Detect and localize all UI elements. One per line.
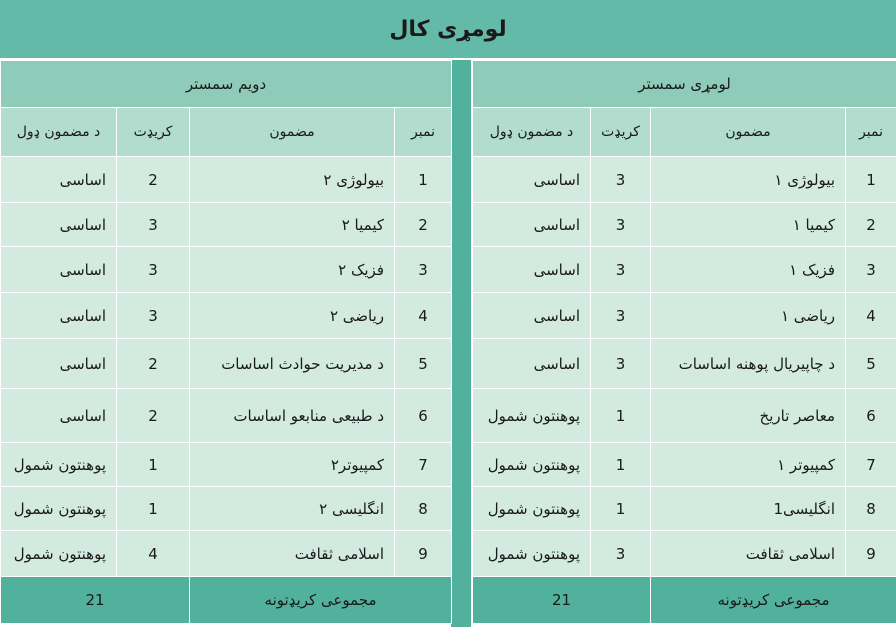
table-row	[1, 531, 452, 577]
course-credit: 3	[591, 339, 651, 389]
course-number: 5	[395, 339, 452, 389]
table-row	[1, 247, 452, 293]
course-credit: 1	[591, 389, 651, 443]
course-number: 3	[846, 247, 896, 293]
course-type: پوهنتون شمول	[473, 531, 591, 577]
course-credit: 3	[591, 157, 651, 203]
course-type: اساسی	[473, 293, 591, 339]
course-credit: 3	[591, 293, 651, 339]
course-subject: اسلامی ثقافت	[651, 531, 846, 577]
course-subject: معاصر تاریخ	[651, 389, 846, 443]
course-number: 1	[395, 157, 452, 203]
course-credit: 4	[117, 531, 190, 577]
semester-1-title: لومړی سمستر	[473, 61, 896, 108]
table-row	[473, 531, 896, 577]
header-credit: کریډت	[591, 108, 651, 157]
course-number: 9	[395, 531, 452, 577]
course-type: اساسی	[1, 203, 117, 247]
course-type: اساسی	[1, 157, 117, 203]
table-row	[1, 389, 452, 443]
table-row	[473, 157, 896, 203]
course-credit: 1	[117, 487, 190, 531]
course-type: اساسی	[1, 293, 117, 339]
header-type: د مضمون ډول	[1, 108, 117, 157]
header-subject: مضمون	[651, 108, 846, 157]
header-type: د مضمون ډول	[473, 108, 591, 157]
course-credit: 3	[117, 247, 190, 293]
header-subject: مضمون	[190, 108, 395, 157]
course-type: اساسی	[473, 339, 591, 389]
course-subject: اسلامی ثقافت	[190, 531, 395, 577]
course-credit: 3	[117, 293, 190, 339]
course-credit: 3	[117, 203, 190, 247]
page-title: لومړی کال	[0, 0, 896, 59]
course-credit: 2	[117, 389, 190, 443]
header-credit: کریډت	[117, 108, 190, 157]
table-row	[1, 157, 452, 203]
course-subject: فزیک ۱	[651, 247, 846, 293]
course-number: 5	[846, 339, 896, 389]
semester-2-table	[0, 60, 452, 624]
course-credit: 2	[117, 339, 190, 389]
course-type: پوهنتون شمول	[1, 487, 117, 531]
course-subject: بیولوژی ۲	[190, 157, 395, 203]
course-type: اساسی	[1, 389, 117, 443]
semester-2-panel	[0, 60, 451, 624]
table-row	[1, 293, 452, 339]
course-subject: کیمیا ۲	[190, 203, 395, 247]
semester-1-total-label: مجموعی کریډتونه	[651, 577, 896, 624]
course-credit: 3	[591, 247, 651, 293]
course-subject: ریاضی ۲	[190, 293, 395, 339]
semester-2-total-label: مجموعی کریډتونه	[190, 577, 452, 624]
table-row	[473, 339, 896, 389]
course-type: پوهنتون شمول	[473, 487, 591, 531]
table-row	[1, 203, 452, 247]
course-type: اساسی	[1, 247, 117, 293]
table-row	[1, 487, 452, 531]
course-number: 1	[846, 157, 896, 203]
course-subject: د مدیریت حوادث اساسات	[190, 339, 395, 389]
course-subject: انگلیسی ۲	[190, 487, 395, 531]
course-type: اساسی	[473, 247, 591, 293]
course-credit: 1	[591, 443, 651, 487]
semester-divider	[451, 60, 471, 627]
course-credit: 3	[591, 203, 651, 247]
table-row	[473, 443, 896, 487]
course-type: پوهنتون شمول	[473, 389, 591, 443]
course-number: 2	[395, 203, 452, 247]
table-row	[473, 203, 896, 247]
course-credit: 1	[591, 487, 651, 531]
semester-1-table	[472, 60, 896, 624]
header-number: نمبر	[846, 108, 896, 157]
semester-2-title: دویم سمستر	[1, 61, 452, 108]
course-type: پوهنتون شمول	[1, 531, 117, 577]
semester-1-total-value: 21	[473, 577, 651, 624]
semester-1-panel	[472, 60, 896, 624]
table-row	[473, 487, 896, 531]
course-subject: کمپیوتر ۱	[651, 443, 846, 487]
table-row	[1, 339, 452, 389]
table-row	[473, 247, 896, 293]
course-credit: 3	[591, 531, 651, 577]
course-number: 9	[846, 531, 896, 577]
course-subject: ریاضی ۱	[651, 293, 846, 339]
course-type: پوهنتون شمول	[473, 443, 591, 487]
header-number: نمبر	[395, 108, 452, 157]
course-number: 6	[846, 389, 896, 443]
course-subject: انگلیسی1	[651, 487, 846, 531]
course-credit: 1	[117, 443, 190, 487]
course-number: 7	[846, 443, 896, 487]
course-type: اساسی	[473, 203, 591, 247]
course-subject: د چاپیریال پوهنه اساسات	[651, 339, 846, 389]
table-row	[1, 443, 452, 487]
course-subject: بیولوژی ۱	[651, 157, 846, 203]
course-credit: 2	[117, 157, 190, 203]
course-number: 8	[846, 487, 896, 531]
course-type: اساسی	[1, 339, 117, 389]
course-number: 4	[395, 293, 452, 339]
table-row	[473, 293, 896, 339]
course-number: 8	[395, 487, 452, 531]
course-subject: کمپیوتر۲	[190, 443, 395, 487]
course-subject: د طبیعی منابعو اساسات	[190, 389, 395, 443]
course-number: 7	[395, 443, 452, 487]
table-row	[473, 389, 896, 443]
course-number: 2	[846, 203, 896, 247]
course-number: 4	[846, 293, 896, 339]
course-subject: کیمیا ۱	[651, 203, 846, 247]
course-type: اساسی	[473, 157, 591, 203]
course-number: 6	[395, 389, 452, 443]
course-type: پوهنتون شمول	[1, 443, 117, 487]
semester-2-total-value: 21	[1, 577, 190, 624]
course-number: 3	[395, 247, 452, 293]
course-subject: فزیک ۲	[190, 247, 395, 293]
